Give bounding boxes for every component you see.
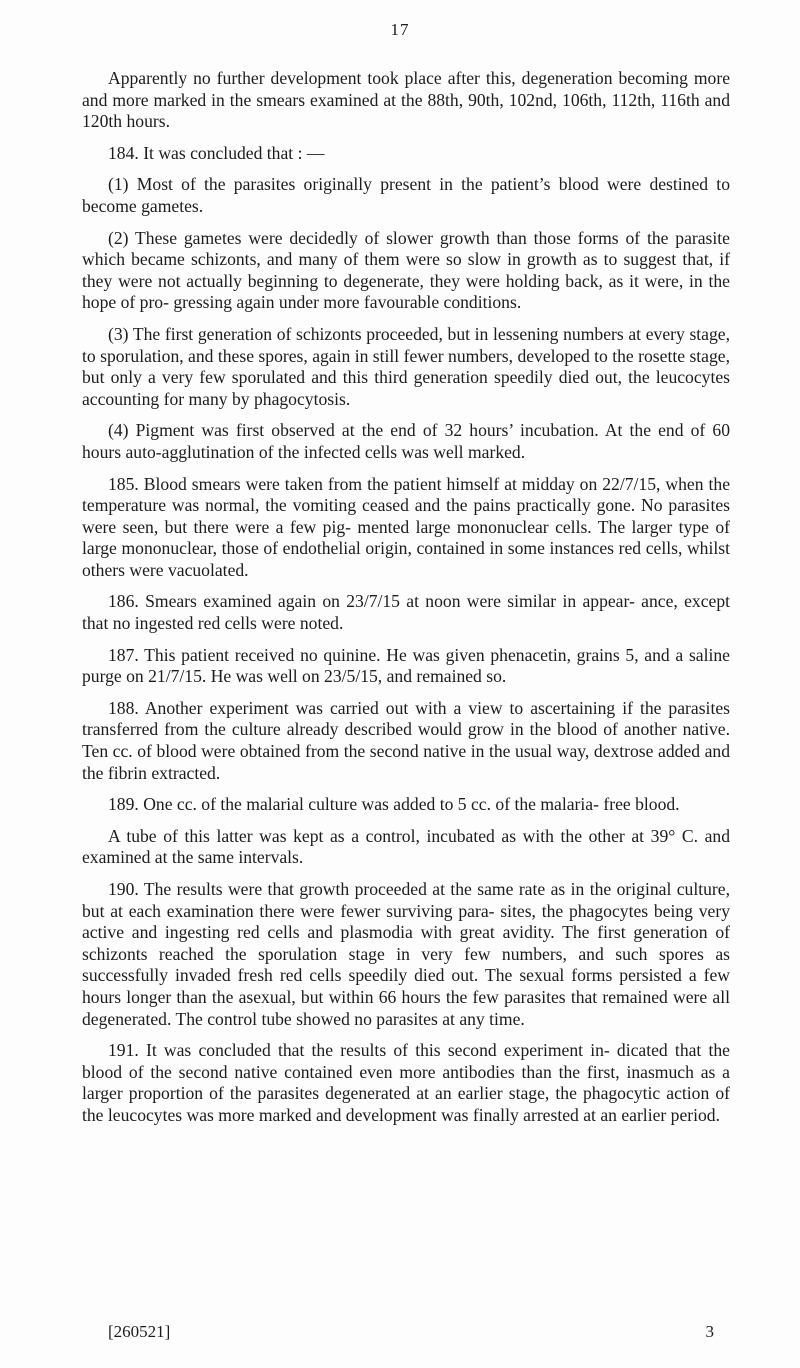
- conclusion-2: (2) These gametes were decidedly of slower growth than those forms of the parasite which became schizonts, and many of them were so slow in growth as to suggest that, if they were not actually beginning to degenerate, they were holding back, as it were, in the hope of pro- gressing again under more favourable conditions.: [82, 227, 730, 313]
- paragraph-188: 188. Another experiment was carried out with a view to ascertaining if the parasites transferred from the culture already described would grow in the blood of another native. Ten cc. of blood were obtained from the second native in the usual way, dextrose added and the fibrin extracted.: [82, 697, 730, 783]
- paragraph-190: 190. The results were that growth proceeded at the same rate as in the original culture, but at each examination there were fewer surviving para- sites, the phagocytes being very active and ingesting red cells and plasmodia with great avidity. The first generation of schizonts reached the sporulation stage in very few numbers, and such spores as successfully invaded fresh red cells speedily died out. The sexual forms persisted a few hours longer than the asexual, but within 66 hours the few parasites that remained were all degenerated. The control tube showed no parasites at any time.: [82, 879, 730, 1029]
- conclusion-3: (3) The first generation of schizonts proceeded, but in lessening numbers at every stage, to sporulation, and these spores, again in still fewer numbers, developed to the rosette stage, but only a very few sporulated and this third generation speedily died out, the leucocytes accounting for many by phagocytosis.: [82, 323, 730, 409]
- paragraph-continuation: Apparently no further development took place after this, degeneration becoming more and more marked in the smears examined at the 88th, 90th, 102nd, 106th, 112th, 116th and 120th hours.: [82, 68, 730, 132]
- paragraph-187: 187. This patient received no quinine. He was given phenacetin, grains 5, and a saline purge on 21/7/15. He was well on 23/5/15, and remained so.: [82, 644, 730, 687]
- page-footer: [82, 1322, 714, 1342]
- paragraph-189: 189. One cc. of the malarial culture was added to 5 cc. of the malaria- free blood.: [108, 794, 680, 815]
- print-code: [260521]: [108, 1322, 171, 1341]
- signature-mark: 3: [705, 1322, 714, 1341]
- conclusion-1: (1) Most of the parasites originally present in the patient’s blood were destined to become gametes.: [82, 174, 730, 216]
- paragraph-185: 185. Blood smears were taken from the patient himself at midday on 22/7/15, when the temperature was normal, the vomiting ceased and the pains practically gone. No parasites were seen, but there were a few pig- mented large mononuclear cells. The larger type of large mononuclear, those of endothelial origin, contained in some instances red cells, whilst others were vacuolated.: [82, 473, 730, 580]
- paragraph-189-control: A tube of this latter was kept as a control, incubated as with the other at 39° C. and examined at the same intervals.: [82, 825, 730, 868]
- paragraph-186: 186. Smears examined again on 23/7/15 at noon were similar in appear- ance, except that no ingested red cells were noted.: [82, 591, 730, 634]
- paragraph-184: 184. It was concluded that : —: [108, 142, 325, 163]
- conclusion-4: (4) Pigment was first observed at the end of 32 hours’ incubation. At the end of 60 hours auto-agglutination of the infected cells was well marked.: [82, 420, 730, 462]
- body-text: [82, 68, 730, 1137]
- page-number: 17: [390, 20, 410, 39]
- paragraph-191: 191. It was concluded that the results of this second experiment in- dicated that the blood of the second native contained even more antibodies than the first, inasmuch as a larger proportion of the parasites degenerated at an earlier stage, the phagocytic action of the leucocytes was more marked and development was finally arrested at an earlier period.: [82, 1040, 730, 1125]
